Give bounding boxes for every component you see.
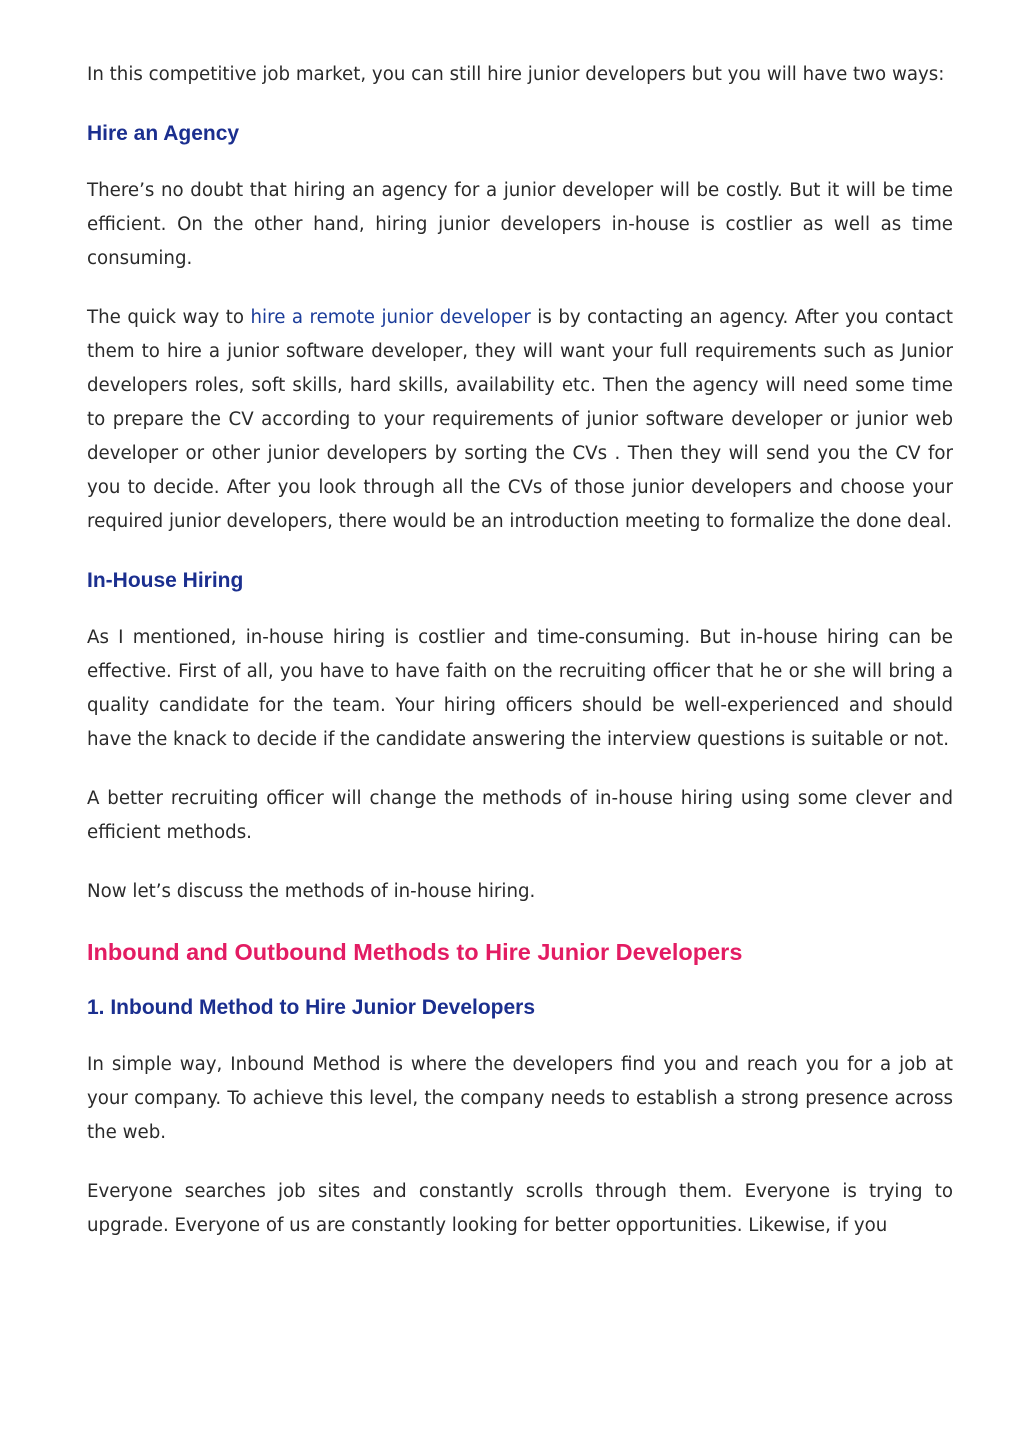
in-house-paragraph-officer: A better recruiting officer will change the methods of in-house hiring using some clever and efficient methods. [87, 788, 953, 843]
in-house-paragraph-effective: As I mentioned, in-house hiring is costlier and time-consuming. But in-house hiring can be effective. First of all, you have to have faith on the recruiting officer that he or she will bring a quality candidate for the team. Your hiring officers should be well-experienced and should have the knack to decide if the candidate answering the interview questions is suitable or not. [87, 627, 953, 750]
methods-section-heading: Inbound and Outbound Methods to Hire Junior Developers [87, 939, 743, 965]
in-house-hiring-heading: In-House Hiring [87, 569, 244, 592]
inbound-paragraph-definition: In simple way, Inbound Method is where the developers find you and reach you for a job at your company. To achieve this level, the company needs to establish a strong presence across the web. [87, 1054, 953, 1143]
hire-agency-heading: Hire an Agency [87, 122, 240, 145]
intro-paragraph: In this competitive job market, you can still hire junior developers but you will have two ways: [87, 64, 945, 85]
hire-remote-junior-developer-link[interactable]: hire a remote junior developer [250, 307, 531, 328]
inbound-paragraph-job-sites: Everyone searches job sites and constantly scrolls through them. Everyone is trying to upgrade. Everyone of us are constantly looking for better opportunities. Likewise, if you [87, 1181, 953, 1236]
agency-paragraph-process [87, 301, 953, 539]
agency-paragraph-cost: There’s no doubt that hiring an agency for a junior developer will be costly. But it will be time efficient. On the other hand, hiring junior developers in-house is costlier as well as time consuming. [87, 180, 953, 269]
agency-process-text-before: The quick way to [87, 307, 251, 328]
in-house-paragraph-discuss: Now let’s discuss the methods of in-house hiring. [87, 881, 536, 902]
agency-process-text-after: is by contacting an agency. After you contact them to hire a junior software developer, they will want your full requirements such as Junior developers roles, soft skills, hard skills, availability etc. Then the agency will need some time to prepare the CV according to your requirements of junior software developer or junior web developer or other junior developers by sorting the CVs . Then they will send you the CV for you to decide. After you look through all the CVs of those junior developers and choose your required junior developers, there would be an introduction meeting to formalize the done deal. [87, 307, 953, 532]
inbound-method-heading: 1. Inbound Method to Hire Junior Developers [87, 996, 536, 1019]
document-page [87, 58, 953, 1243]
